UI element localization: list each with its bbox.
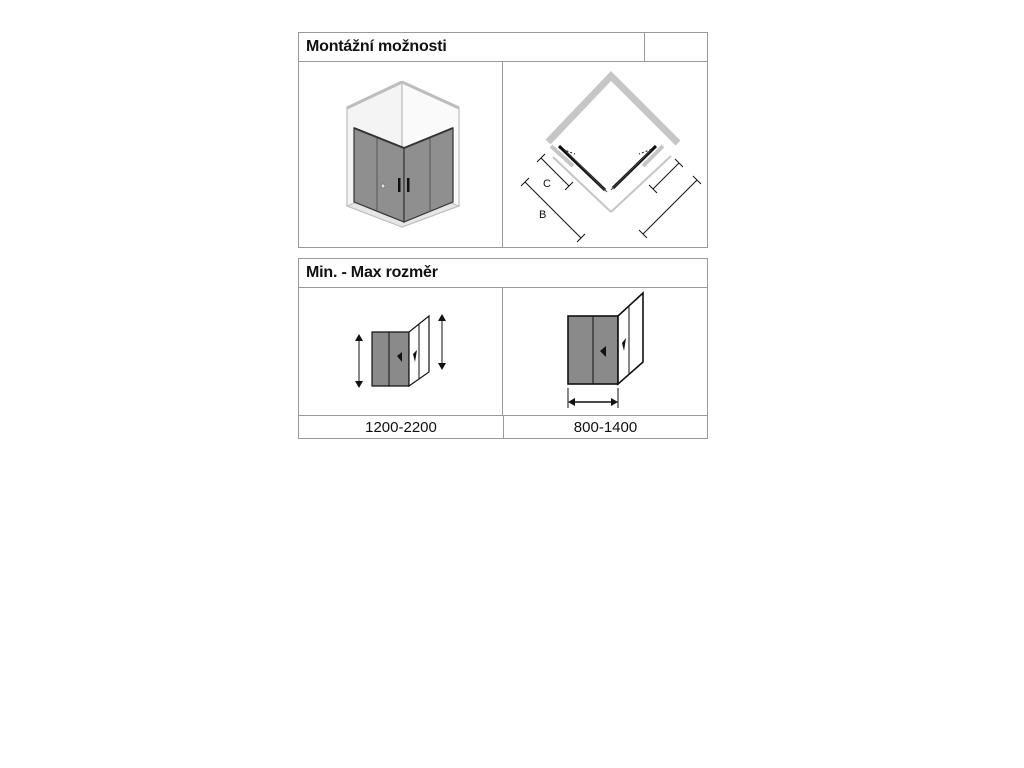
mounting-options-table bbox=[298, 32, 708, 248]
min-max-dimensions-table bbox=[298, 258, 708, 439]
min-max-dimensions-title: Min. - Max rozměr bbox=[306, 264, 438, 281]
dimension-label-c: C bbox=[543, 178, 551, 190]
width-dimension-drawing bbox=[503, 288, 708, 416]
mounting-options-title: Montážní možnosti bbox=[306, 38, 447, 55]
shower-enclosure-plan-diagram bbox=[502, 62, 708, 247]
corner-shower-perspective-drawing bbox=[299, 62, 502, 248]
width-range-diagram bbox=[502, 288, 708, 415]
height-range-value: 1200-2200 bbox=[365, 418, 437, 436]
corner-shower-top-view bbox=[503, 62, 708, 248]
dimension-label-b: B bbox=[539, 209, 547, 221]
mounting-options-empty-cell bbox=[644, 33, 707, 61]
height-range-diagram bbox=[299, 288, 502, 415]
width-range-value: 800-1400 bbox=[503, 416, 707, 438]
height-dimension-drawing bbox=[299, 288, 502, 416]
shower-enclosure-3d-image bbox=[299, 62, 502, 247]
